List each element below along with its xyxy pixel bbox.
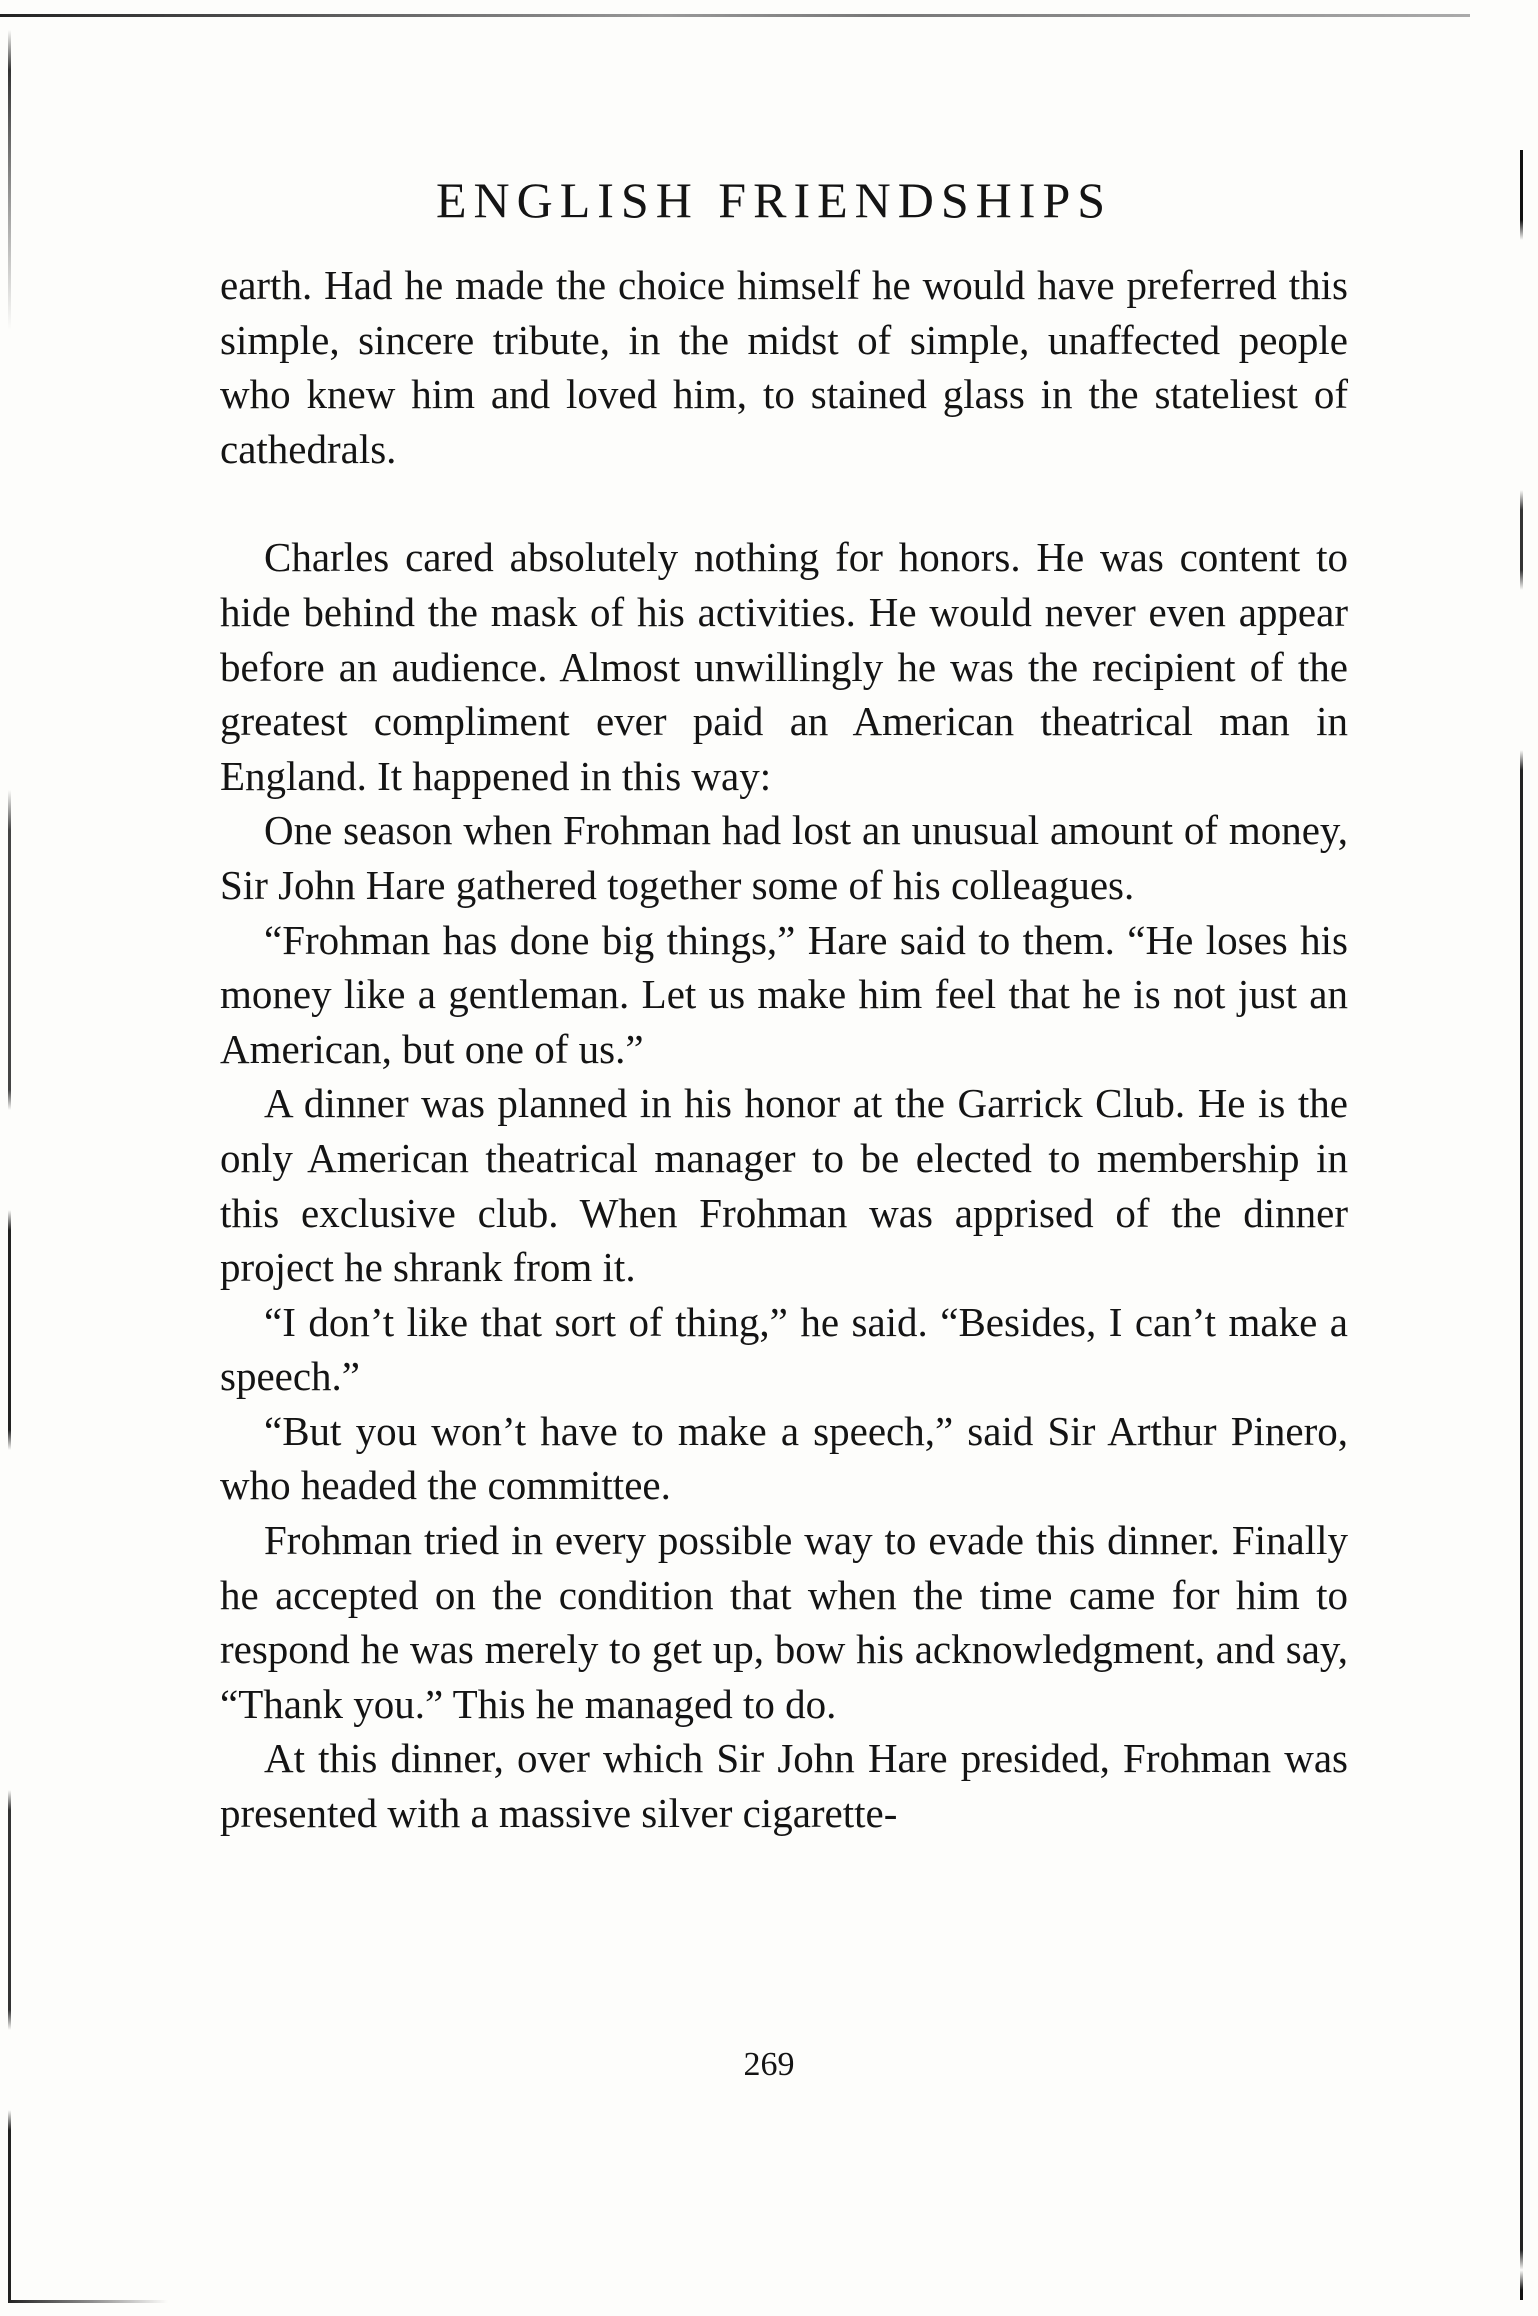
scan-edge-top (0, 14, 1470, 17)
paragraph-continued: earth. Had he made the choice himself he would have preferred this simple, sincere tribute, in the midst of simple, unaffected people who knew him and loved him, to stained glass in the stateliest of cathedrals. (220, 262, 1348, 472)
paragraph: “I don’t like that sort of thing,” he said. “Besides, I can’t make a speech.” (220, 1298, 1348, 1400)
running-head: ENGLISH FRIENDSHIPS (435, 172, 1113, 228)
paragraph: At this dinner, over which Sir John Hare presided, Frohman was presented with a massive silver cigarette- (220, 1735, 1348, 1837)
scan-edge-right (1520, 150, 1523, 2300)
paragraph: Charles cared absolutely nothing for honors. He was content to hide behind the mask of his activities. He would never even appear before an audience. Almost unwillingly he was the recipient of the greatest compliment ever paid an American theatrical man in England. It happened in this way: (220, 534, 1348, 799)
paragraph: “But you won’t have to make a speech,” said Sir Arthur Pinero, who headed the committee. (220, 1407, 1348, 1509)
paragraph: Frohman tried in every possible way to evade this dinner. Finally he accepted on the condition that when the time came for him to respond he was merely to get up, bow his acknowledgment, and say, “Thank you.” This he managed to do. (220, 1517, 1348, 1727)
paragraph: One season when Frohman had lost an unusual amount of money, Sir John Hare gathered together some of his colleagues. (220, 807, 1348, 908)
scan-edge-left (8, 30, 11, 2300)
body-text (220, 258, 1348, 1841)
page-number: 269 (743, 2046, 795, 2083)
paragraph: “Frohman has done big things,” Hare said to them. “He loses his money like a gentleman. Let us make him feel that he is not just an American, but one of us.” (220, 916, 1348, 1072)
scan-edge-bottom (8, 2300, 168, 2303)
paragraph: A dinner was planned in his honor at the Garrick Club. He is the only American theatrical manager to be elected to membership in this exclusive club. When Frohman was apprised of the dinner project he shrank from it. (220, 1080, 1348, 1291)
